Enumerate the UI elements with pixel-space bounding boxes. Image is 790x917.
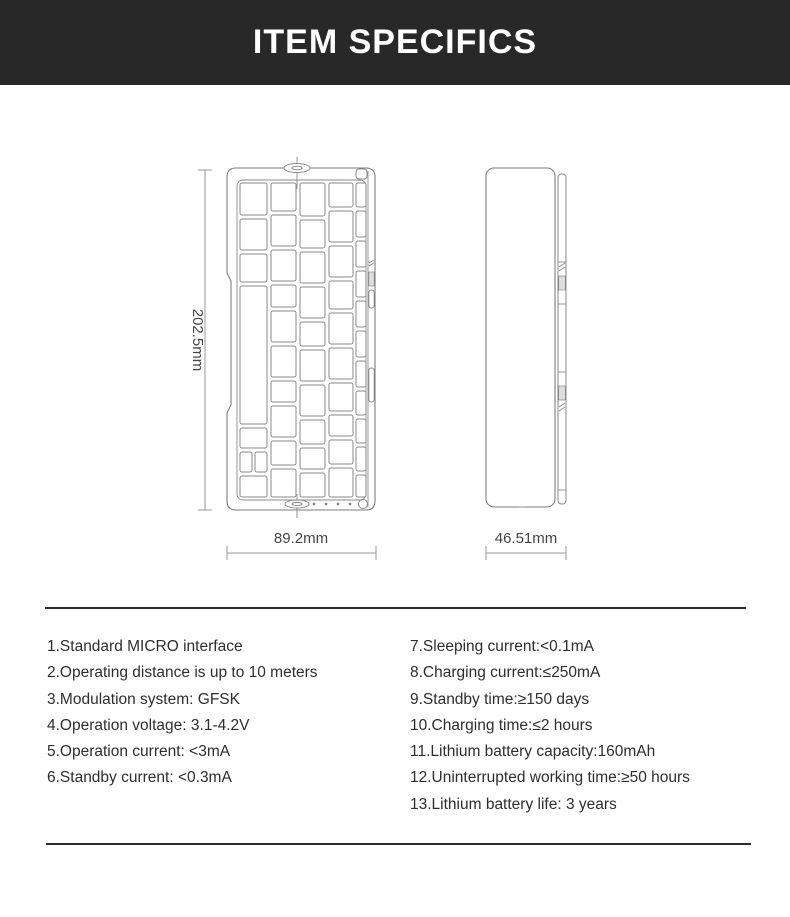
spec-item: 5.Operation current: <3mA xyxy=(47,743,231,761)
spec-list-right xyxy=(410,634,770,818)
keyboard-side-view xyxy=(486,168,566,507)
spec-item: 11.Lithium battery capacity:160mAh xyxy=(410,743,656,761)
spec-item: 7.Sleeping current:<0.1mA xyxy=(410,638,594,655)
spec-item: 12.Uninterrupted working time:≥50 hours xyxy=(410,769,690,787)
spec-item: 13.Lithium battery life: 3 years xyxy=(410,795,617,813)
bottom-hinge xyxy=(285,500,309,508)
top-divider xyxy=(45,607,746,609)
front-width-dimension-label: 89.2mm xyxy=(273,530,329,547)
spec-list-left xyxy=(47,634,397,792)
height-dimension-label: 202.5mm xyxy=(189,308,206,372)
spec-item: 8.Charging current:≤250mA xyxy=(410,664,601,682)
page-title: ITEM SPECIFICS xyxy=(252,23,538,61)
keyboard-front-view xyxy=(227,157,375,518)
bottom-divider xyxy=(46,843,751,845)
keyboard-technical-drawing xyxy=(0,100,790,580)
spec-item: 10.Charging time:≤2 hours xyxy=(410,716,593,734)
side-profile-strip xyxy=(558,174,566,504)
spec-item: 2.Operating distance is up to 10 meters xyxy=(47,664,318,682)
spec-item: 4.Operation voltage: 3.1-4.2V xyxy=(47,716,250,734)
power-button-mark xyxy=(359,500,368,509)
spec-item: 9.Standby time:≥150 days xyxy=(410,690,590,708)
spec-item: 6.Standby current: <0.3mA xyxy=(47,769,232,787)
front-width-dimension xyxy=(227,530,376,560)
height-dimension xyxy=(189,170,212,510)
top-indicator xyxy=(356,169,367,179)
header-banner xyxy=(0,0,790,85)
spec-item: 3.Modulation system: GFSK xyxy=(47,690,240,708)
side-width-dimension xyxy=(486,530,566,560)
spec-item: 1.Standard MICRO interface xyxy=(47,638,243,655)
side-width-dimension-label: 46.51mm xyxy=(494,530,558,547)
spacebar-key xyxy=(240,286,267,424)
